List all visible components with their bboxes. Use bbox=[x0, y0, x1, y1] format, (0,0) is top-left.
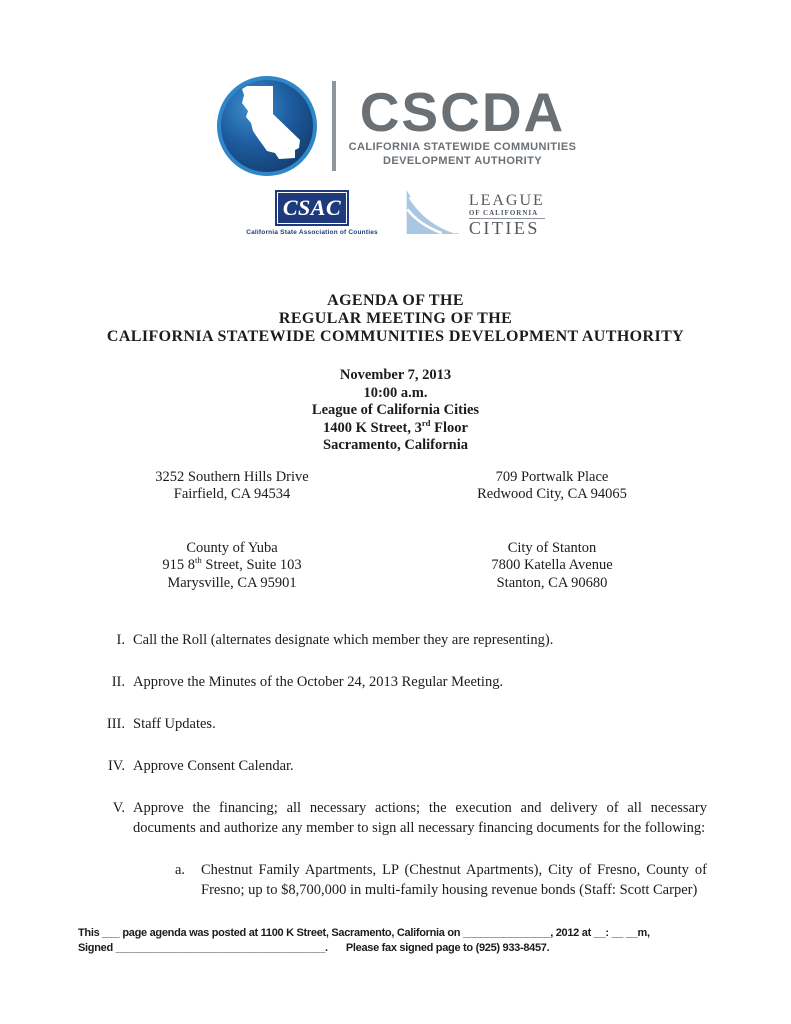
agenda-item bbox=[95, 630, 707, 650]
cscda-caption-line1: CALIFORNIA STATEWIDE COMMUNITIES bbox=[348, 141, 577, 153]
logo-divider bbox=[332, 81, 336, 171]
agenda-sub-item bbox=[175, 860, 707, 900]
agenda-item bbox=[95, 756, 707, 776]
agenda-item-numeral: I. bbox=[116, 632, 125, 648]
league-line3: CITIES bbox=[469, 218, 545, 237]
league-line1: LEAGUE bbox=[468, 191, 545, 209]
cscda-wordmark bbox=[348, 81, 577, 168]
agenda-title bbox=[0, 292, 791, 346]
posting-footer-line1: This ___ page agenda was posted at 1100 K Street, Sacramento, California on _______________, 2012 at __: __ __m, bbox=[78, 927, 650, 939]
cscda-acronym: CSCDA bbox=[359, 81, 566, 143]
agenda-item-numeral: III. bbox=[106, 716, 125, 732]
agenda-item-text: Approve the financing; all necessary actions; the execution and delivery of all necessary documents and authorize any member to sign all necessary financing documents for the following: bbox=[133, 800, 707, 836]
meeting-street-ordinal: rd bbox=[421, 417, 431, 428]
csac-box-icon bbox=[275, 190, 349, 226]
meeting-locations bbox=[72, 469, 712, 593]
address-line: 3252 Southern Hills Drive bbox=[155, 468, 309, 485]
agenda-item-numeral: II. bbox=[111, 674, 125, 690]
address-street-suffix: Street, Suite 103 bbox=[201, 557, 302, 573]
address-street-text: 915 8 bbox=[162, 557, 195, 573]
meeting-date: November 7, 2013 bbox=[339, 367, 452, 383]
meeting-street-text: 1400 K Street, 3 bbox=[323, 419, 422, 436]
posting-footer-line2 bbox=[78, 941, 720, 956]
address-row-1 bbox=[72, 469, 712, 504]
address-fairfield bbox=[72, 469, 392, 504]
address-line: City of Stanton bbox=[507, 539, 597, 556]
agenda-item-text: Call the Roll (alternates designate which member they are representing). bbox=[133, 632, 554, 648]
address-stanton bbox=[392, 540, 712, 593]
csac-tagline: California State Association of Counties bbox=[246, 229, 378, 236]
agenda-title-line2: REGULAR MEETING OF THE bbox=[278, 310, 513, 327]
address-line: 7800 Katella Avenue bbox=[491, 557, 613, 573]
league-sail-icon bbox=[404, 187, 462, 242]
agenda-list bbox=[95, 630, 707, 900]
address-yuba bbox=[72, 540, 392, 593]
address-line: Fairfield, CA 94534 bbox=[173, 486, 291, 502]
cscda-globe-icon bbox=[215, 74, 319, 178]
meeting-street bbox=[0, 417, 791, 438]
address-line: Redwood City, CA 94065 bbox=[477, 486, 627, 502]
csac-logo bbox=[246, 190, 378, 236]
meeting-time: 10:00 a.m. bbox=[363, 384, 428, 401]
agenda-title-line3: CALIFORNIA STATEWIDE COMMUNITIES DEVELOPMENT AUTHORITY bbox=[106, 328, 685, 345]
address-line bbox=[72, 557, 392, 575]
league-line2: OF CALIFORNIA bbox=[468, 208, 539, 217]
signed-blank: Signed ____________________________________. bbox=[78, 942, 328, 954]
fax-instruction: Please fax signed page to (925) 933-8457. bbox=[345, 942, 550, 954]
meeting-city: Sacramento, California bbox=[323, 437, 468, 453]
posting-footer bbox=[78, 926, 720, 956]
address-line: Stanton, CA 90680 bbox=[496, 574, 608, 591]
agenda-title-line1: AGENDA OF THE bbox=[327, 292, 464, 309]
address-redwood-city bbox=[392, 469, 712, 504]
meeting-venue: League of California Cities bbox=[311, 402, 480, 418]
partner-logos bbox=[0, 187, 791, 242]
address-line: Marysville, CA 95901 bbox=[167, 574, 297, 591]
meeting-street-suffix: Floor bbox=[430, 419, 468, 436]
cscda-logo bbox=[0, 0, 791, 178]
address-line: County of Yuba bbox=[186, 539, 278, 556]
agenda-sub-item-label: a. bbox=[175, 862, 186, 878]
csac-acronym: CSAC bbox=[282, 195, 342, 220]
agenda-item-numeral: V. bbox=[112, 800, 125, 816]
cscda-caption-line2: DEVELOPMENT AUTHORITY bbox=[383, 155, 542, 167]
address-street-ordinal: th bbox=[194, 555, 202, 566]
agenda-item bbox=[95, 798, 707, 838]
agenda-item bbox=[95, 672, 707, 692]
league-wordmark bbox=[469, 193, 545, 237]
league-logo bbox=[404, 187, 545, 242]
address-line: 709 Portwalk Place bbox=[495, 468, 609, 485]
agenda-item-numeral: IV. bbox=[107, 758, 125, 774]
address-row-2 bbox=[72, 540, 712, 593]
agenda-item-text: Staff Updates. bbox=[133, 716, 216, 732]
meeting-details bbox=[0, 367, 791, 455]
agenda-item-text: Approve Consent Calendar. bbox=[133, 758, 294, 774]
agenda-item bbox=[95, 714, 707, 734]
agenda-item-text: Approve the Minutes of the October 24, 2013 Regular Meeting. bbox=[133, 674, 504, 690]
agenda-sub-item-text: Chestnut Family Apartments, LP (Chestnut Apartments), City of Fresno, County of Fresno; up to $8,700,000 in multi-family housing revenue bonds (Staff: Scott Carper) bbox=[201, 862, 707, 898]
